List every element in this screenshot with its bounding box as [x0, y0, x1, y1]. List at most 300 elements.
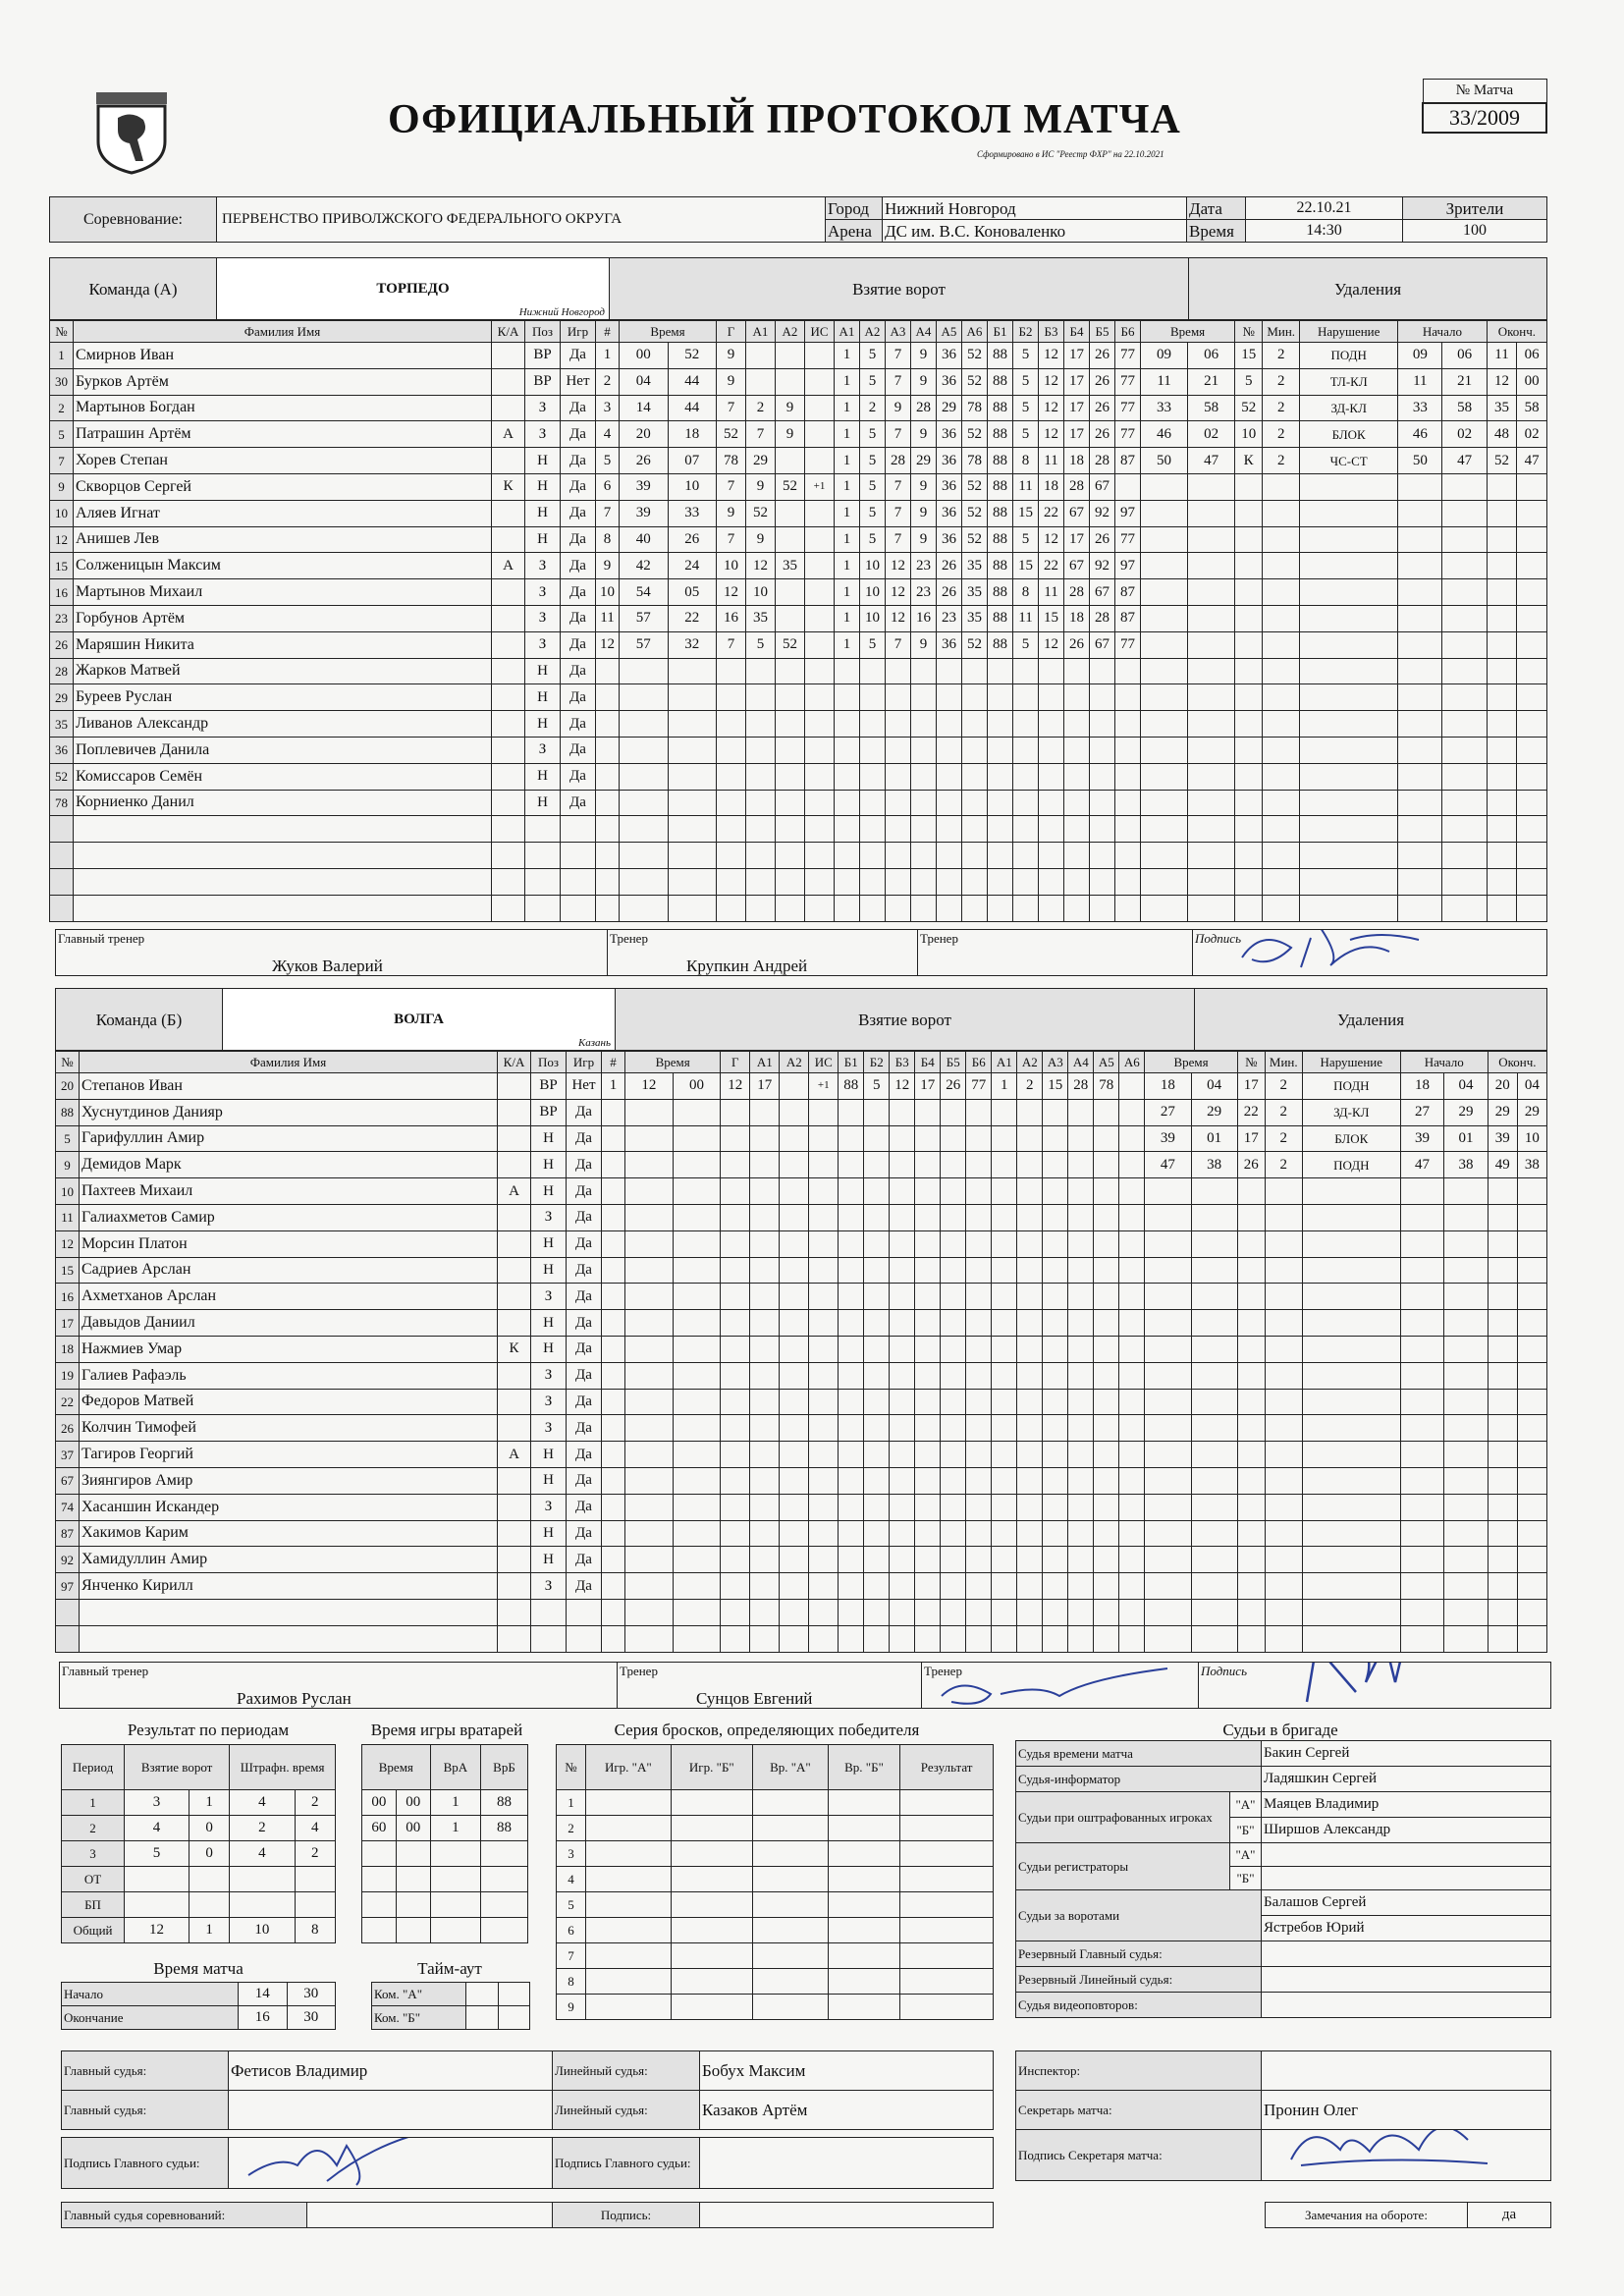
period-cell: [230, 1892, 295, 1918]
player-row: [56, 1178, 1547, 1205]
arena-label: Арена: [826, 220, 883, 243]
period-cell: [125, 1867, 189, 1892]
player-row: [50, 711, 1547, 738]
sign-main-label: Подпись Главного судьи:: [62, 2138, 229, 2189]
player-name: Анишев Лев: [74, 526, 492, 553]
goal-cell: [1115, 473, 1141, 500]
goalie-cell: 00: [396, 1790, 430, 1816]
goal-cell: 2: [1017, 1073, 1043, 1100]
player-captain: [498, 1152, 531, 1178]
goal-cell: 52: [776, 473, 805, 500]
goal-cell: 52: [962, 500, 988, 526]
player-name: Садриев Арслан: [80, 1257, 498, 1284]
goal-cell: 1: [835, 395, 860, 421]
goal-cell: 42: [620, 553, 669, 579]
goal-cell: 88: [988, 368, 1013, 395]
col-pos: Поз: [531, 1052, 567, 1073]
player-position: З: [531, 1284, 567, 1310]
player-row: [50, 553, 1547, 579]
goal-cell: 29: [746, 448, 776, 474]
shootout-row-num: 9: [557, 1995, 586, 2020]
period-cell: [189, 1892, 229, 1918]
referees-title: Судьи в бригаде: [1222, 1721, 1338, 1739]
line-ref2-value: Казаков Артём: [700, 2091, 994, 2130]
goal-cell: 52: [962, 368, 988, 395]
player-number: 26: [56, 1415, 80, 1442]
player-row: [56, 1284, 1547, 1310]
player-row: [50, 816, 1547, 843]
player-captain: А: [498, 1442, 531, 1468]
goal-cell: 9: [717, 343, 746, 369]
goal-cell: 67: [1090, 631, 1115, 658]
player-name: Демидов Марк: [80, 1152, 498, 1178]
competition-name: ПЕРВЕНСТВО ПРИВОЛЖСКОГО ФЕДЕРАЛЬНОГО ОКРУГА: [217, 197, 826, 243]
goal-cell: 1: [596, 343, 620, 369]
player-captain: [492, 658, 525, 684]
team-b-official-signature: [1297, 1663, 1415, 1709]
penalty-cell: 27: [1400, 1099, 1443, 1125]
goal-cell: 17: [1064, 526, 1090, 553]
player-position: Н: [525, 658, 561, 684]
player-name: Патрашин Артём: [74, 421, 492, 448]
goalies-title: Время игры вратарей: [370, 1721, 523, 1739]
player-played: Да: [561, 737, 596, 763]
goal-cell: [1119, 1073, 1145, 1100]
player-played: Да: [567, 1310, 602, 1337]
goal-cell: 54: [620, 579, 669, 606]
goal-cell: 39: [620, 473, 669, 500]
penalty-cell: 47: [1188, 448, 1235, 474]
player-played: Да: [567, 1547, 602, 1573]
officials-table: [61, 2050, 994, 2130]
player-captain: [498, 1099, 531, 1125]
goal-cell: 1: [835, 448, 860, 474]
goal-cell: 5: [860, 421, 886, 448]
goal-cell: 10: [860, 605, 886, 631]
col-minus-2: А3: [1043, 1052, 1068, 1073]
goal-cell: 11: [596, 605, 620, 631]
player-position: Н: [531, 1442, 567, 1468]
goal-cell: 5: [1013, 395, 1039, 421]
player-played: Да: [567, 1284, 602, 1310]
penalty-cell: 47: [1442, 448, 1487, 474]
team-b-head-coach-label: Главный тренер: [62, 1664, 149, 1678]
goal-cell: 78: [717, 448, 746, 474]
player-position: Н: [531, 1336, 567, 1362]
col-a1: А1: [746, 321, 776, 343]
player-played: Да: [567, 1442, 602, 1468]
player-name: Давыдов Даниил: [80, 1310, 498, 1337]
col-g: Г: [721, 1052, 750, 1073]
goal-cell: 88: [988, 500, 1013, 526]
city-value: Нижний Новгород: [883, 197, 1187, 220]
penalty-cell: 52: [1487, 448, 1517, 474]
player-number: 9: [50, 473, 74, 500]
col-g: Г: [717, 321, 746, 343]
goal-cell: 9: [911, 473, 937, 500]
player-row: [50, 473, 1547, 500]
player-number: 12: [50, 526, 74, 553]
match-no-label: № Матча: [1423, 80, 1546, 103]
player-row: [50, 421, 1547, 448]
player-name: Нажмиев Умар: [80, 1336, 498, 1362]
penalty-cell: 49: [1488, 1152, 1517, 1178]
player-row: [56, 1442, 1547, 1468]
pen-b-tag: "Б": [1230, 1818, 1262, 1843]
federation-logo: [88, 90, 177, 175]
player-name: Галиев Рафаэль: [80, 1362, 498, 1389]
col-is: ИС: [809, 1052, 839, 1073]
period-cell: 10: [230, 1918, 295, 1943]
player-name: Буреев Руслан: [74, 684, 492, 711]
player-captain: [498, 1125, 531, 1152]
player-captain: [492, 500, 525, 526]
goal-cell: 57: [620, 631, 669, 658]
goal-cell: 4: [596, 421, 620, 448]
col-minus-1: А2: [1017, 1052, 1043, 1073]
team-b-coach-signature: [922, 1664, 1177, 1709]
team-a-coaches: [55, 929, 1547, 976]
period-cell: 12: [125, 1918, 189, 1943]
goal-cell: 10: [717, 553, 746, 579]
goal-cell: 28: [1064, 473, 1090, 500]
player-captain: [498, 1573, 531, 1600]
goal-cell: [805, 579, 835, 606]
player-position: З: [531, 1573, 567, 1600]
player-number: 7: [50, 448, 74, 474]
player-row: [50, 631, 1547, 658]
goal-cell: 07: [668, 448, 717, 474]
goal-ref-2: Ястребов Юрий: [1262, 1916, 1551, 1941]
goal-cell: 05: [668, 579, 717, 606]
match-end-h: 16: [239, 2006, 288, 2030]
goal-cell: 7: [886, 526, 911, 553]
penalty-cell: 06: [1517, 343, 1547, 369]
player-number: 15: [50, 553, 74, 579]
shootout-row-num: 7: [557, 1943, 586, 1969]
player-position: З: [531, 1362, 567, 1389]
player-row: [56, 1389, 1547, 1415]
player-captain: [498, 1230, 531, 1257]
player-name: Хуснутдинов Данияр: [80, 1099, 498, 1125]
col-plus-4: А5: [937, 321, 962, 343]
player-played: Да: [561, 631, 596, 658]
team-a-coach2-label: Тренер: [920, 931, 958, 946]
spectators-value: 100: [1403, 220, 1547, 243]
goal-cell: 17: [1064, 368, 1090, 395]
player-position: З: [531, 1415, 567, 1442]
player-row: [56, 1204, 1547, 1230]
period-cell: [230, 1867, 295, 1892]
col-ka: К/А: [498, 1052, 531, 1073]
player-played: Нет: [567, 1073, 602, 1100]
penalty-cell: 50: [1141, 448, 1188, 474]
player-name: Гарифуллин Амир: [80, 1125, 498, 1152]
player-played: Да: [561, 343, 596, 369]
col-name: Фамилия Имя: [80, 1052, 498, 1073]
goal-cell: 9: [596, 553, 620, 579]
penalty-cell: 39: [1488, 1125, 1517, 1152]
col-minus-0: Б1: [988, 321, 1013, 343]
penalty-cell: 21: [1188, 368, 1235, 395]
periods-h-period: Период: [62, 1745, 125, 1790]
goal-cell: 67: [1090, 473, 1115, 500]
penalty-cell: 01: [1444, 1125, 1488, 1152]
player-row: [50, 605, 1547, 631]
player-name: Жарков Матвей: [74, 658, 492, 684]
line-ref-label: Линейный судья:: [553, 2051, 700, 2091]
period-cell: 1: [62, 1790, 125, 1816]
penalty-cell: 2: [1265, 1073, 1302, 1100]
player-name: Хасаншин Искандер: [80, 1494, 498, 1520]
timeout-table: [371, 1982, 530, 2030]
player-row: [50, 368, 1547, 395]
player-row: [50, 790, 1547, 816]
goal-cell: 2: [860, 395, 886, 421]
player-captain: [492, 368, 525, 395]
col-plus-0: А1: [835, 321, 860, 343]
player-position: Н: [525, 711, 561, 738]
goal-cell: 12: [886, 579, 911, 606]
goal-cell: 26: [620, 448, 669, 474]
col-pen-time: Время: [1141, 321, 1235, 343]
player-captain: [498, 1310, 531, 1337]
shootout-header: Вр. "А": [753, 1745, 829, 1790]
goal-cell: [746, 368, 776, 395]
penalty-cell: ЧС-СТ: [1300, 448, 1398, 474]
match-time-title: Время матча: [153, 1959, 244, 1978]
col-minus-2: Б3: [1039, 321, 1064, 343]
match-end-m: 30: [287, 2006, 336, 2030]
player-row: [50, 843, 1547, 869]
referees-table: [1015, 1740, 1551, 2018]
notes-label: Замечания на обороте:: [1266, 2203, 1468, 2228]
spectators-label: Зрители: [1403, 197, 1547, 220]
player-name: Степанов Иван: [80, 1073, 498, 1100]
goal-cell: [776, 448, 805, 474]
player-number: 36: [50, 737, 74, 763]
goal-cell: 26: [1064, 631, 1090, 658]
player-number: 19: [56, 1362, 80, 1389]
penalty-cell: 2: [1265, 1099, 1302, 1125]
goal-cell: 18: [1039, 473, 1064, 500]
penalty-cell: К: [1235, 448, 1263, 474]
player-number: 29: [50, 684, 74, 711]
player-number: 67: [56, 1467, 80, 1494]
goal-cell: 17: [1064, 421, 1090, 448]
player-number: 11: [56, 1204, 80, 1230]
player-name: Хорев Степан: [74, 448, 492, 474]
team-b-coach: Сунцов Евгений: [696, 1689, 813, 1708]
goalie-cell: 60: [362, 1816, 397, 1841]
player-name: Галиахметов Самир: [80, 1204, 498, 1230]
period-cell: 3: [62, 1841, 125, 1867]
timekeeper-value: Бакин Сергей: [1262, 1741, 1551, 1767]
goal-cell: 28: [1068, 1073, 1094, 1100]
goal-cell: 77: [1115, 395, 1141, 421]
goal-cell: 52: [717, 421, 746, 448]
time-value: 14:30: [1246, 220, 1403, 243]
shootout-title: Серия бросков, определяющих победителя: [614, 1721, 920, 1739]
penalty-cell: 09: [1398, 343, 1442, 369]
timeout-b-label: Ком. "Б": [372, 2006, 466, 2030]
goal-cell: 8: [1013, 579, 1039, 606]
penalty-cell: 29: [1488, 1099, 1517, 1125]
player-number: 18: [56, 1336, 80, 1362]
player-number: 15: [56, 1257, 80, 1284]
goal-cell: 5: [596, 448, 620, 474]
player-name: Ливанов Александр: [74, 711, 492, 738]
penalty-cell: 02: [1442, 421, 1487, 448]
goal-cell: 18: [668, 421, 717, 448]
goal-cell: 35: [962, 605, 988, 631]
penalty-cell: 5: [1235, 368, 1263, 395]
goal-cell: 7: [886, 500, 911, 526]
team-a-coach: Крупкин Андрей: [686, 957, 808, 975]
team-b-section: [55, 988, 1547, 1667]
goal-cell: 9: [911, 526, 937, 553]
goal-cell: 88: [988, 448, 1013, 474]
goal-cell: 15: [1039, 605, 1064, 631]
player-number: 23: [50, 605, 74, 631]
player-number: 30: [50, 368, 74, 395]
goal-cell: 6: [596, 473, 620, 500]
team-b-coach-label: Тренер: [620, 1664, 658, 1678]
goal-cell: 87: [1115, 579, 1141, 606]
player-captain: [492, 737, 525, 763]
goal-cell: 5: [860, 500, 886, 526]
col-pen-start: Начало: [1400, 1052, 1488, 1073]
period-cell: 2: [295, 1790, 336, 1816]
penalty-cell: ЗД-КЛ: [1302, 1099, 1400, 1125]
main-ref-label: Главный судья:: [62, 2051, 229, 2091]
player-captain: [498, 1204, 531, 1230]
goal-cell: 29: [937, 395, 962, 421]
player-name: Корниенко Данил: [74, 790, 492, 816]
penalty-cell: 26: [1237, 1152, 1265, 1178]
goal-cell: 52: [776, 631, 805, 658]
goal-cell: 00: [673, 1073, 721, 1100]
penalty-cell: 52: [1235, 395, 1263, 421]
penalty-cell: 58: [1517, 395, 1547, 421]
player-row: [56, 1467, 1547, 1494]
penalty-cell: 11: [1398, 368, 1442, 395]
player-captain: А: [498, 1178, 531, 1205]
goal-cell: 12: [1039, 343, 1064, 369]
player-position: ВР: [525, 368, 561, 395]
col-name: Фамилия Имя: [74, 321, 492, 343]
team-b-header: [55, 988, 1547, 1051]
penalty-cell: 39: [1400, 1125, 1443, 1152]
team-a-penalties-title: Удаления: [1189, 258, 1547, 320]
goal-cell: 5: [1013, 368, 1039, 395]
player-row: [56, 1547, 1547, 1573]
col-a2: А2: [780, 1052, 809, 1073]
goal-cell: [776, 579, 805, 606]
penalty-cell: 2: [1263, 395, 1300, 421]
goal-cell: 14: [620, 395, 669, 421]
player-played: Да: [561, 421, 596, 448]
goal-cell: 12: [721, 1073, 750, 1100]
goal-cell: 57: [620, 605, 669, 631]
periods-title: Результат по периодам: [127, 1721, 290, 1739]
goal-cell: 5: [864, 1073, 890, 1100]
col-pen-viol: Нарушение: [1302, 1052, 1400, 1073]
period-cell: 4: [125, 1816, 189, 1841]
goal-cell: 8: [1013, 448, 1039, 474]
penalty-refs-label: Судьи при оштрафованных игроках: [1016, 1792, 1230, 1843]
goal-cell: [805, 631, 835, 658]
player-number: 37: [56, 1442, 80, 1468]
secretary-label: Секретарь матча:: [1016, 2091, 1262, 2130]
goal-cell: 7: [717, 631, 746, 658]
secretary-value: Пронин Олег: [1262, 2091, 1551, 2130]
goal-cell: 29: [911, 448, 937, 474]
team-a-section: [49, 257, 1547, 976]
player-row: [56, 1573, 1547, 1600]
goal-cell: 78: [1094, 1073, 1119, 1100]
reserve-main-label: Резервный Главный судья:: [1016, 1941, 1262, 1967]
shootout-row-num: 3: [557, 1841, 586, 1867]
goal-cell: 9: [911, 631, 937, 658]
goal-cell: 88: [988, 631, 1013, 658]
goal-cell: [746, 343, 776, 369]
player-played: Да: [567, 1362, 602, 1389]
player-position: З: [531, 1494, 567, 1520]
player-number: 16: [50, 579, 74, 606]
player-name: Хакимов Карим: [80, 1520, 498, 1547]
col-minus-0: А1: [992, 1052, 1017, 1073]
goal-cell: 18: [1064, 605, 1090, 631]
goal-cell: 10: [860, 579, 886, 606]
player-name: Скворцов Сергей: [74, 473, 492, 500]
col-pen-min: Мин.: [1263, 321, 1300, 343]
col-play: Игр: [567, 1052, 602, 1073]
player-captain: [492, 579, 525, 606]
player-position: Н: [531, 1257, 567, 1284]
goal-cell: 16: [717, 605, 746, 631]
goal-cell: 9: [746, 473, 776, 500]
goal-cell: 7: [717, 526, 746, 553]
col-plus-1: А2: [860, 321, 886, 343]
period-cell: 1: [189, 1790, 229, 1816]
goal-cell: 97: [1115, 553, 1141, 579]
goal-cell: 39: [620, 500, 669, 526]
player-captain: [492, 605, 525, 631]
player-number: 9: [56, 1152, 80, 1178]
col-plus-3: А4: [911, 321, 937, 343]
goal-cell: 5: [1013, 343, 1039, 369]
goal-cell: 24: [668, 553, 717, 579]
goal-cell: [776, 500, 805, 526]
penalty-cell: 47: [1145, 1152, 1191, 1178]
col-is: ИС: [805, 321, 835, 343]
player-row: [50, 658, 1547, 684]
col-plus-5: А6: [962, 321, 988, 343]
player-played: Да: [561, 711, 596, 738]
competition-label: Соревнование:: [50, 197, 217, 243]
goal-cell: 1: [992, 1073, 1017, 1100]
player-row: [50, 684, 1547, 711]
goal-cell: 7: [886, 631, 911, 658]
penalty-cell: 04: [1191, 1073, 1237, 1100]
goal-cell: 16: [911, 605, 937, 631]
goal-cell: 36: [937, 448, 962, 474]
goal-cell: 17: [750, 1073, 780, 1100]
goal-cell: 28: [1090, 605, 1115, 631]
pen-a-tag: "А": [1230, 1792, 1262, 1818]
goal-cell: 11: [1039, 448, 1064, 474]
